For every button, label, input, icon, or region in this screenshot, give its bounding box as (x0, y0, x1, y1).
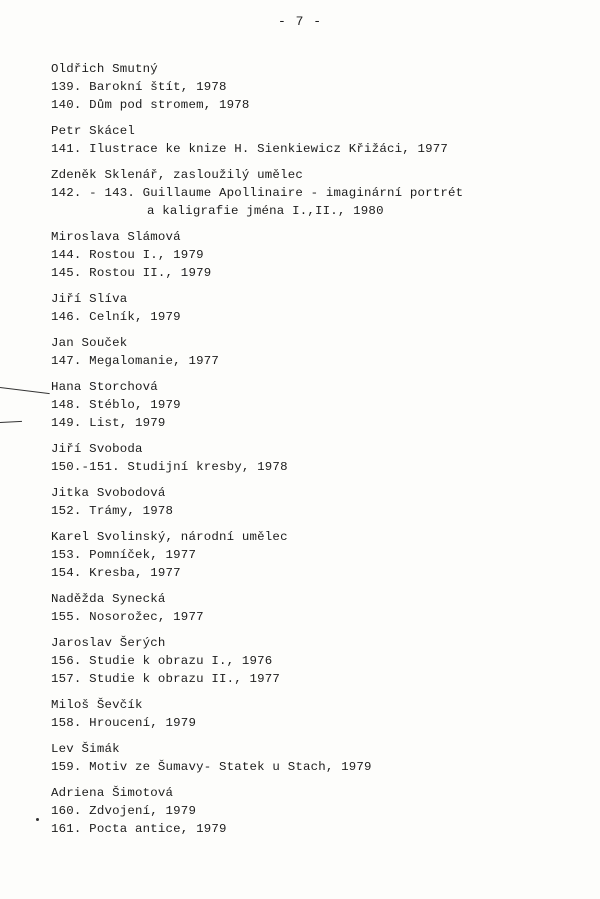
author-entry (51, 696, 571, 732)
author-name: Zdeněk Sklenář, zasloužilý umělec (51, 168, 303, 182)
author-name: Jitka Svobodová (51, 486, 166, 500)
artwork-entry: 142. - 143. Guillaume Apollinaire - imaginární portrét (51, 186, 464, 200)
author-name: Jiří Svoboda (51, 442, 143, 456)
author-entry (51, 378, 571, 432)
artwork-entry: 140. Dům pod stromem, 1978 (51, 98, 250, 112)
author-entry (51, 122, 571, 158)
artwork-entry: 144. Rostou I., 1979 (51, 248, 204, 262)
author-name: Jan Souček (51, 336, 128, 350)
artwork-entry: 154. Kresba, 1977 (51, 566, 181, 580)
artwork-entry: 147. Megalomanie, 1977 (51, 354, 219, 368)
author-name: Lev Šimák (51, 742, 120, 756)
margin-pencil-mark (0, 387, 50, 394)
author-name: Jaroslav Šerých (51, 636, 166, 650)
artwork-entry: 157. Studie k obrazu II., 1977 (51, 672, 281, 686)
author-entry (51, 740, 571, 776)
author-name: Adriena Šimotová (51, 786, 174, 800)
artwork-entry: 160. Zdvojení, 1979 (51, 804, 197, 818)
artwork-entry: 152. Trámy, 1978 (51, 504, 174, 518)
author-name: Miloš Ševčík (51, 698, 143, 712)
author-entry (51, 440, 571, 476)
author-name: Miroslava Slámová (51, 230, 181, 244)
author-entry (51, 228, 571, 282)
artwork-entry: 158. Hroucení, 1979 (51, 716, 197, 730)
artwork-entry: 150.-151. Studijní kresby, 1978 (51, 460, 288, 474)
author-entry (51, 334, 571, 370)
artwork-entry: 155. Nosorožec, 1977 (51, 610, 204, 624)
scan-speck (36, 818, 39, 821)
artwork-entry-continuation: a kaligrafie jména I.,II., 1980 (147, 204, 384, 218)
author-entry (51, 784, 571, 838)
author-entry (51, 166, 571, 220)
author-entry (51, 590, 571, 626)
page-number: - 7 - (277, 14, 322, 29)
author-entry (51, 528, 571, 582)
author-name: Jiří Slíva (51, 292, 128, 306)
artwork-entry: 146. Celník, 1979 (51, 310, 181, 324)
artwork-entry: 141. Ilustrace ke knize H. Sienkiewicz Křižáci, 1977 (51, 142, 449, 156)
margin-pencil-mark (0, 421, 22, 423)
author-name: Karel Svolinský, národní umělec (51, 530, 288, 544)
author-entry (51, 634, 571, 688)
author-name: Petr Skácel (51, 124, 135, 138)
artwork-entry: 153. Pomníček, 1977 (51, 548, 197, 562)
author-entry (51, 484, 571, 520)
author-entry (51, 60, 571, 114)
artwork-entry: 139. Barokní štít, 1978 (51, 80, 227, 94)
author-entry (51, 290, 571, 326)
author-name: Hana Storchová (51, 380, 158, 394)
artwork-entry: 159. Motiv ze Šumavy- Statek u Stach, 1979 (51, 760, 372, 774)
artwork-entry: 161. Pocta antice, 1979 (51, 822, 227, 836)
artwork-entry: 148. Stéblo, 1979 (51, 398, 181, 412)
author-name: Oldřich Smutný (51, 62, 158, 76)
catalogue-entries (51, 60, 571, 846)
author-name: Naděžda Synecká (51, 592, 166, 606)
artwork-entry: 145. Rostou II., 1979 (51, 266, 212, 280)
artwork-entry: 149. List, 1979 (51, 416, 166, 430)
artwork-entry: 156. Studie k obrazu I., 1976 (51, 654, 273, 668)
